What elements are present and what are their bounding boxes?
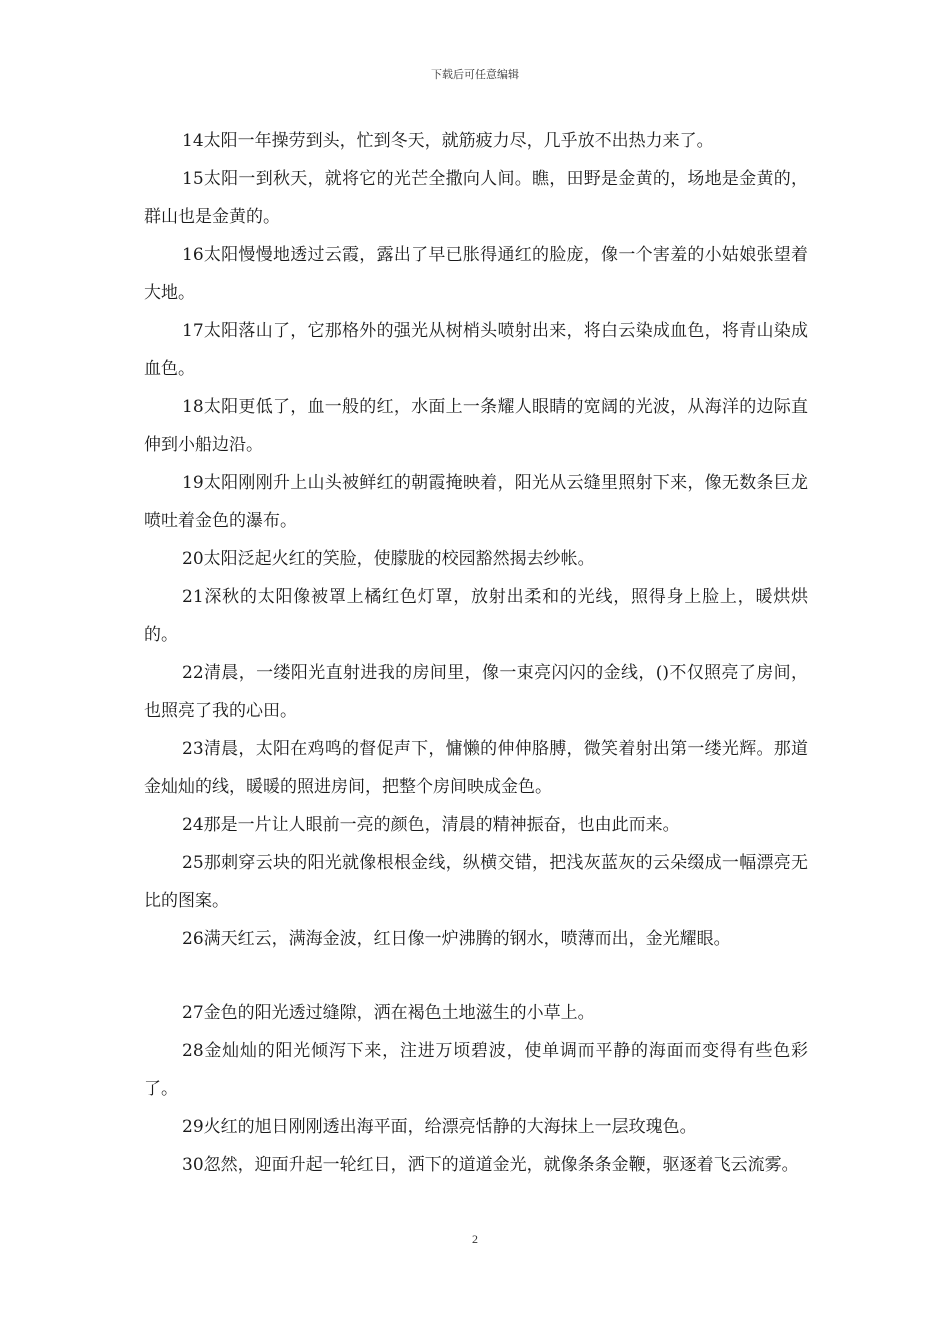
- paragraph-30: 30忽然，迎面升起一轮红日，洒下的道道金光，就像条条金鞭，驱逐着飞云流雾。: [182, 1155, 799, 1175]
- paragraph-14: 14太阳一年操劳到头，忙到冬天，就筋疲力尽，几乎放不出热力来了。: [182, 131, 714, 151]
- paragraph-21: 21深秋的太阳像被罩上橘红色灯罩，放射出柔和的光线，照得身上脸上，暖烘烘的。: [144, 587, 808, 645]
- paragraph-19: 19太阳刚刚升上山头被鲜红的朝霞掩映着，阳光从云缝里照射下来，像无数条巨龙喷吐着金色的瀑布。: [144, 473, 808, 531]
- paragraph-16: 16太阳慢慢地透过云霞，露出了早已胀得通红的脸庞，像一个害羞的小姑娘张望着大地。: [144, 245, 808, 303]
- paragraph-26: 26满天红云，满海金波，红日像一炉沸腾的钢水，喷薄而出，金光耀眼。: [182, 929, 731, 949]
- blank-line: [144, 958, 808, 994]
- paragraph-28: 28金灿灿的阳光倾泻下来，注进万顷碧波，使单调而平静的海面而变得有些色彩了。: [144, 1041, 808, 1099]
- page-header: 下载后可任意编辑: [431, 68, 519, 81]
- paragraph-24: 24那是一片让人眼前一亮的颜色，清晨的精神振奋，也由此而来。: [182, 815, 680, 835]
- paragraph-27: 27金色的阳光透过缝隙，洒在褐色土地滋生的小草上。: [182, 1003, 595, 1023]
- paragraph-17: 17太阳落山了，它那格外的强光从树梢头喷射出来，将白云染成血色，将青山染成血色。: [144, 321, 808, 379]
- paragraph-15: 15太阳一到秋天，就将它的光芒全撒向人间。瞧，田野是金黄的，场地是金黄的，群山也是金黄的。: [144, 169, 808, 227]
- paragraph-29: 29火红的旭日刚刚透出海平面，给漂亮恬静的大海抹上一层玫瑰色。: [182, 1117, 697, 1137]
- page-number: 2: [472, 1232, 478, 1246]
- paragraph-18: 18太阳更低了，血一般的红，水面上一条耀人眼睛的宽阔的光波，从海洋的边际直伸到小船边沿。: [144, 397, 808, 455]
- paragraph-20: 20太阳泛起火红的笑脸，使朦胧的校园豁然揭去纱帐。: [182, 549, 595, 569]
- paragraph-23: 23清晨，太阳在鸡鸣的督促声下，慵懒的伸伸胳膊，微笑着射出第一缕光辉。那道金灿灿的线，暖暖的照进房间，把整个房间映成金色。: [144, 739, 808, 797]
- document-body: [144, 122, 808, 1184]
- paragraph-22: 22清晨，一缕阳光直射进我的房间里，像一束亮闪闪的金线，()不仅照亮了房间，也照亮了我的心田。: [144, 663, 808, 721]
- paragraph-25: 25那刺穿云块的阳光就像根根金线，纵横交错，把浅灰蓝灰的云朵缀成一幅漂亮无比的图案。: [144, 853, 808, 911]
